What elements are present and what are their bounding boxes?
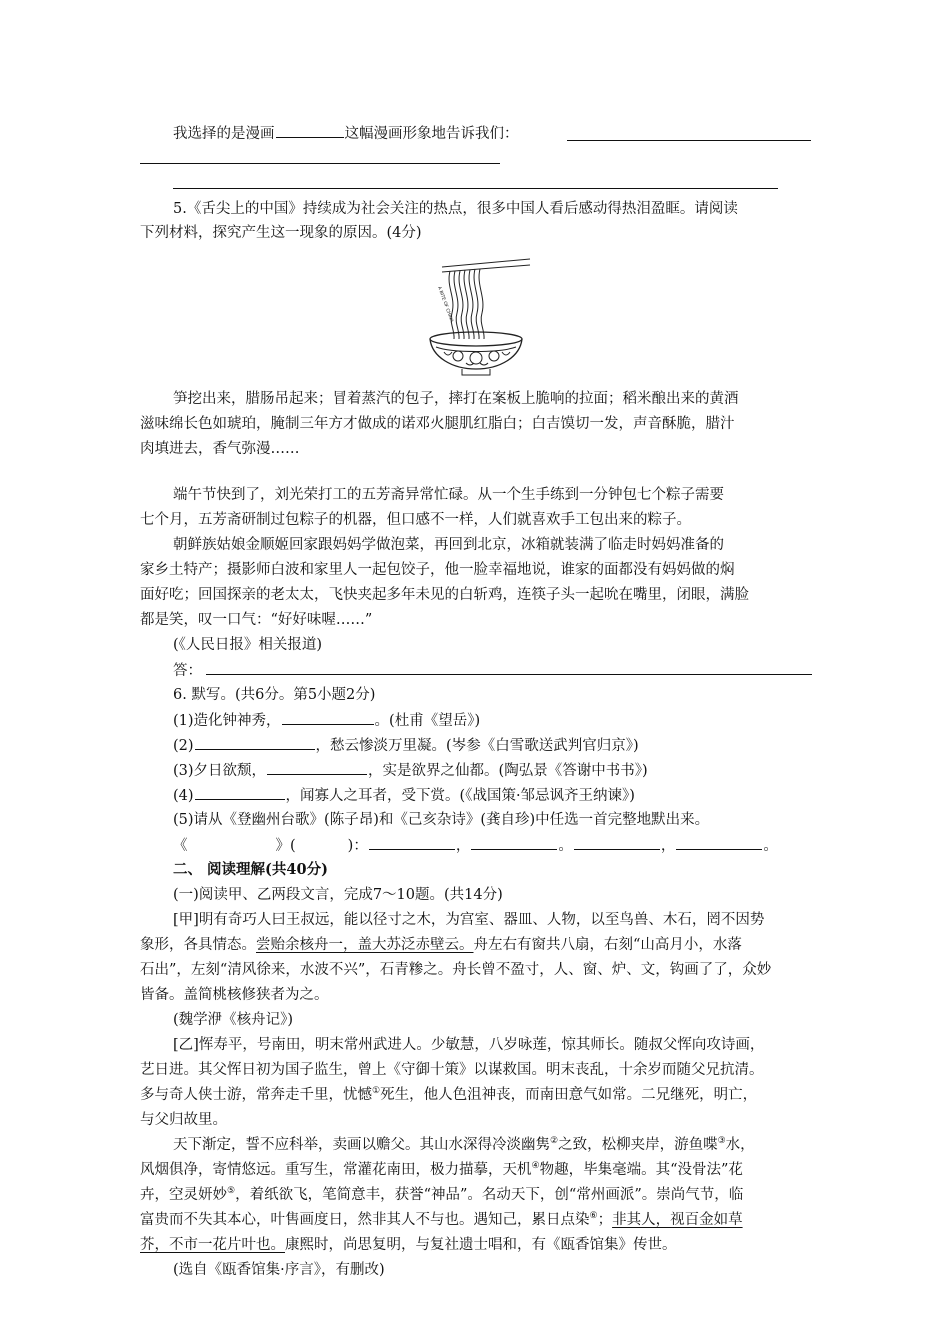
jia-text: 石出”，左刻“清风徐来，水波不兴”，石青糁之。舟长曾不盈寸，人、窗、炉、文，钩画了了，众妙 <box>140 962 772 978</box>
yi-text: 与父归故里。 <box>140 1112 227 1128</box>
answer-line[interactable] <box>140 163 500 164</box>
answer-line[interactable] <box>567 140 811 141</box>
material-3: 面好吃；回国探亲的老太太，飞快夹起多年未见的白斩鸡，连筷子头一起吮在嘴里，闭眼，满脸 <box>140 587 749 603</box>
yi-text: 卉，空灵妍妙⑤，着纸欲飞，笔简意丰，获誉“神品”。名动天下，创“常州画派”。崇尚气节，临 <box>140 1186 744 1203</box>
q6-item-5: (5)请从《登幽州台歌》(陈子昂)和《己亥杂诗》(龚自珍)中任选一首完整地默出来。 <box>173 812 710 828</box>
fill-blank[interactable] <box>195 734 315 750</box>
jia-text: 皆备。盖简桃核修狭者为之。 <box>140 987 329 1003</box>
yi-text: 艺日进。其父恽日初为国子监生，曾上《守御十策》以谋救国。明末丧乱，十余岁而随父兄抗清。 <box>140 1062 764 1078</box>
material-3: 家乡土特产；摄影师白波和家里人一起包饺子，他一脸幸福地说，谁家的面都没有妈妈做的焖 <box>140 562 735 578</box>
material-1: 肉填进去，香气弥漫…… <box>140 441 300 457</box>
footnote-marker: ⑤ <box>227 1186 236 1197</box>
footnote-marker: ③ <box>717 1136 726 1147</box>
footnote-marker: ⑥ <box>589 1211 598 1222</box>
jia-source: (魏学洢《核舟记》) <box>173 1012 294 1028</box>
jia-text: [甲]明有奇巧人曰王叔远，能以径寸之木，为宫室、器皿、人物，以至鸟兽、木石，罔不因势 <box>173 912 765 928</box>
yi-text: 天下渐定，誓不应科举，卖画以赡父。其山水深得冷淡幽隽②之致，松柳夹岸，游鱼喋③水， <box>173 1136 755 1153</box>
fill-blank[interactable] <box>195 784 285 800</box>
underlined-sentence: 尝贻余核舟一，盖大苏泛赤壁云。 <box>256 937 474 953</box>
comic-choice-blank[interactable] <box>276 122 344 138</box>
fill-blank[interactable] <box>282 709 374 725</box>
material-1: 滋味绵长色如琥珀，腌制三年方才做成的诺邓火腿肌红脂白；白吉馍切一发，声音酥脆，腊汁 <box>140 416 735 432</box>
fill-blank[interactable] <box>267 759 367 775</box>
svg-text:A BITE OF CHINA: A BITE OF CHINA <box>436 285 454 324</box>
answer-field[interactable] <box>206 659 812 675</box>
q6-item-5-answer: 《 》( )： ， 。 ， 。 <box>173 834 812 856</box>
footnote-marker: ① <box>372 1086 381 1097</box>
fill-blank[interactable] <box>471 834 557 850</box>
section-subtitle: (一)阅读甲、乙两段文言，完成7～10题。(共14分) <box>173 887 503 903</box>
fill-blank[interactable] <box>369 834 455 850</box>
material-2: 七个月，五芳斋研制过包粽子的机器，但口感不一样，人们就喜欢手工包出来的粽子。 <box>140 512 691 528</box>
bowl-noodles-image <box>422 257 534 377</box>
footnote-marker: ④ <box>531 1161 540 1172</box>
material-1: 笋挖出来，腊肠吊起来；冒着蒸汽的包子，摔打在案板上脆响的拉面；稻米酿出来的黄酒 <box>173 391 739 407</box>
material-source: (《人民日报》相关报道) <box>173 637 323 653</box>
yi-text: 芥，不市一花片叶也。康熙时，尚思复明，与复社遗士唱和，有《瓯香馆集》传世。 <box>140 1237 677 1253</box>
q4-answer-line: 我选择的是漫画 这幅漫画形象地告诉我们： <box>173 122 812 144</box>
material-3: 都是笑，叹一口气：“好好味喔……” <box>140 612 373 628</box>
fill-blank[interactable] <box>574 834 660 850</box>
q6-item-4: (4) ，闻寡人之耳者，受下赏。(《战国策·邹忌讽齐王纳谏》) <box>173 784 812 806</box>
footnote-marker: ② <box>550 1136 559 1147</box>
yi-text: [乙]恽寿平，号南田，明末常州武进人。少敏慧，八岁咏莲，惊其师长。随叔父恽向攻诗画， <box>173 1037 765 1053</box>
underlined-sentence: 芥，不市一花片叶也。 <box>140 1237 285 1253</box>
q5-stem: 5.《舌尖上的中国》持续成为社会关注的热点，很多中国人看后感动得热泪盈眶。请阅读 <box>173 201 738 217</box>
yi-text: 多与奇人侠士游，常奔走千里，忧憾①死生，他人色沮神丧，而南田意气如常。二兄继死，明亡， <box>140 1086 758 1103</box>
jia-text: 象形，各具情态。尝贻余核舟一，盖大苏泛赤壁云。舟左右有窗共八扇，右刻“山高月小，水落 <box>140 937 742 953</box>
section-title: 二、 阅读理解(共40分) <box>173 861 328 878</box>
q6-item-2: (2) ，愁云惨淡万里凝。(岑参《白雪歌送武判官归京》) <box>173 734 812 756</box>
material-3: 朝鲜族姑娘金顺姬回家跟妈妈学做泡菜，再回到北京，冰箱就装满了临走时妈妈准备的 <box>173 537 724 553</box>
fill-blank[interactable] <box>676 834 762 850</box>
yi-text: 富贵而不失其本心，叶售画度日，然非其人不与也。遇知己，累日点染⑥；非其人，视百金如草 <box>140 1211 743 1228</box>
underlined-sentence: 非其人，视百金如草 <box>612 1212 743 1228</box>
yi-text: 风烟俱净，寄情悠远。重写生，常灌花南田，极力描摹，天机④物趣，毕集毫端。其“没骨法”花 <box>140 1161 743 1178</box>
q6-title: 6. 默写。(共6分。第5小题2分) <box>173 687 376 703</box>
q6-item-3: (3)夕日欲颓， ，实是欲界之仙都。(陶弘景《答谢中书书》) <box>173 759 812 781</box>
q5-answer-line: 答： <box>173 659 812 681</box>
q6-item-1: (1)造化钟神秀， 。(杜甫《望岳》) <box>173 709 812 731</box>
q5-stem: 下列材料，探究产生这一现象的原因。(4分) <box>140 225 422 241</box>
answer-line[interactable] <box>173 188 778 189</box>
yi-source: (选自《瓯香馆集·序言》，有删改) <box>173 1262 385 1278</box>
material-2: 端午节快到了，刘光荣打工的五芳斋异常忙碌。从一个生手练到一分钟包七个粽子需要 <box>173 487 724 503</box>
